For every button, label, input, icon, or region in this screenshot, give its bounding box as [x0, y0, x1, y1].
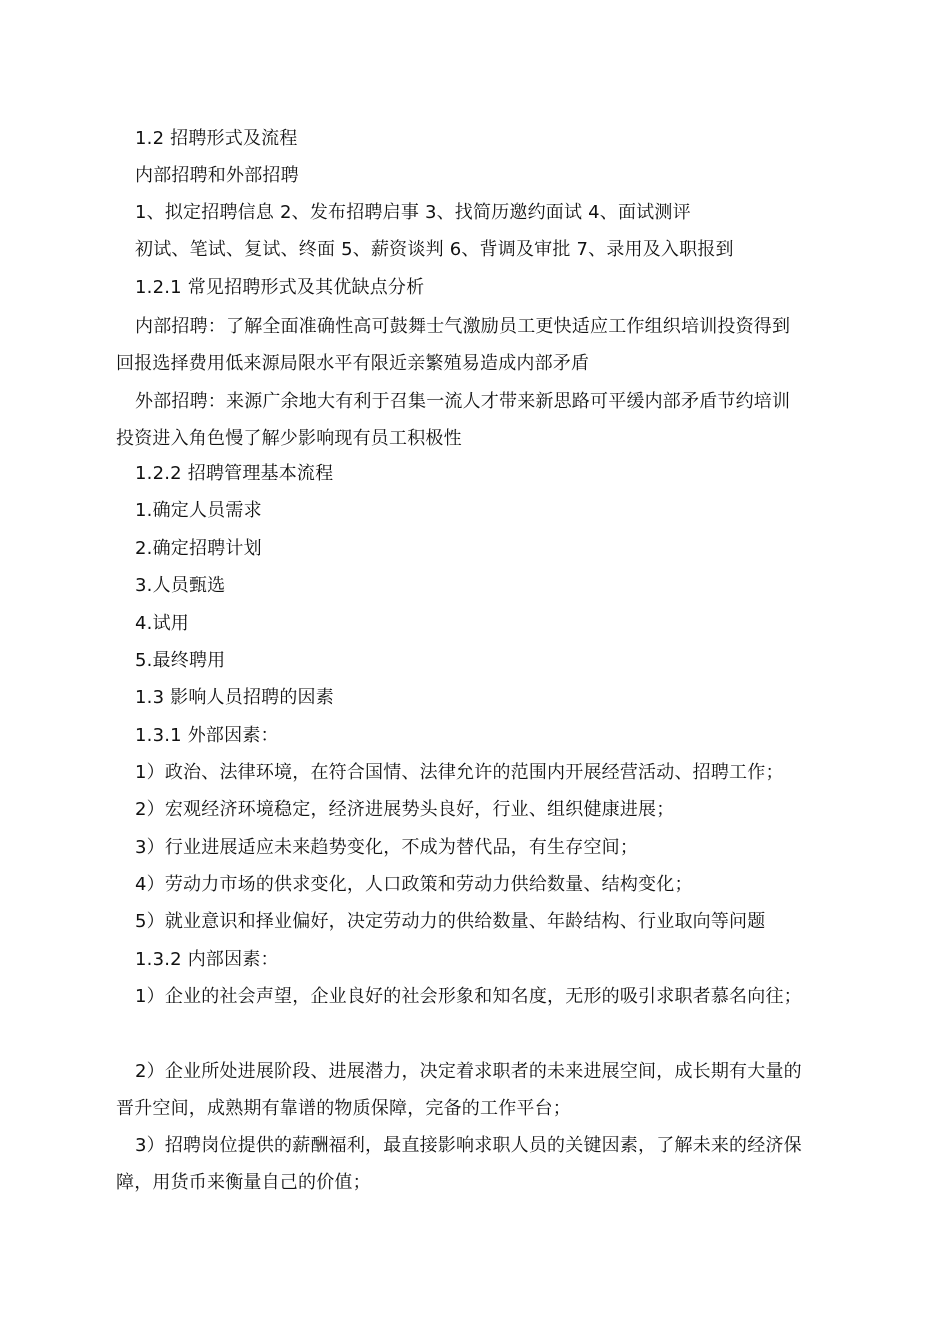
internal-factor-2-line1: 2）企业所处进展阶段、进展潜力，决定着求职者的未来进展空间，成长期有大量的	[135, 1061, 802, 1082]
external-recruit-line2: 投资进入角色慢了解少影响现有员工积极性	[116, 428, 462, 449]
paragraph-recruit-types: 内部招聘和外部招聘	[135, 165, 299, 186]
internal-factor-3-line2: 障，用货币来衡量自己的价值；	[116, 1172, 371, 1193]
internal-factor-3-line1: 3）招聘岗位提供的薪酬福利，最直接影响求职人员的关键因素，了解未来的经济保	[135, 1135, 802, 1156]
heading-1-2: 1.2 招聘形式及流程	[135, 128, 298, 149]
list-item: 1.确定人员需求	[135, 500, 262, 521]
list-item: 5）就业意识和择业偏好，决定劳动力的供给数量、年龄结构、行业取向等问题	[135, 911, 766, 932]
list-item: 2）宏观经济环境稳定，经济进展势头良好，行业、组织健康进展；	[135, 799, 675, 820]
paragraph-steps-part1: 1、拟定招聘信息 2、发布招聘启事 3、找简历邀约面试 4、面试测评	[135, 202, 691, 223]
list-item: 4.试用	[135, 613, 189, 634]
heading-1-3-1: 1.3.1 外部因素：	[135, 725, 279, 746]
internal-recruit-line2: 回报选择费用低来源局限水平有限近亲繁殖易造成内部矛盾	[116, 353, 590, 374]
internal-factor-2-line2: 晋升空间，成熟期有靠谱的物质保障，完备的工作平台；	[116, 1098, 571, 1119]
list-item: 1）政治、法律环境，在符合国情、法律允许的范围内开展经营活动、招聘工作；	[135, 762, 784, 783]
list-item: 1）企业的社会声望，企业良好的社会形象和知名度，无形的吸引求职者慕名向往；	[135, 986, 802, 1007]
paragraph-internal-factor-3	[116, 1127, 836, 1201]
external-recruit-line1: 外部招聘：来源广余地大有利于召集一流人才带来新思路可平缓内部矛盾节约培训	[135, 391, 791, 412]
heading-1-3: 1.3 影响人员招聘的因素	[135, 687, 334, 708]
paragraph-internal-recruit	[116, 308, 836, 382]
heading-1-2-1: 1.2.1 常见招聘形式及其优缺点分析	[135, 277, 425, 298]
heading-1-3-2: 1.3.2 内部因素：	[135, 949, 279, 970]
list-item: 3.人员甄选	[135, 575, 226, 596]
list-item: 4）劳动力市场的供求变化，人口政策和劳动力供给数量、结构变化；	[135, 874, 693, 895]
internal-recruit-line1: 内部招聘：了解全面准确性高可鼓舞士气激励员工更快适应工作组织培训投资得到	[135, 316, 791, 337]
list-item: 3）行业进展适应未来趋势变化，不成为替代品，有生存空间；	[135, 837, 639, 858]
list-item: 5.最终聘用	[135, 650, 226, 671]
paragraph-internal-factor-2	[116, 1053, 836, 1127]
paragraph-steps-part2: 初试、笔试、复试、终面 5、薪资谈判 6、背调及审批 7、录用及入职报到	[135, 239, 734, 260]
heading-1-2-2: 1.2.2 招聘管理基本流程	[135, 463, 334, 484]
list-item: 2.确定招聘计划	[135, 538, 262, 559]
paragraph-external-recruit	[116, 383, 836, 457]
